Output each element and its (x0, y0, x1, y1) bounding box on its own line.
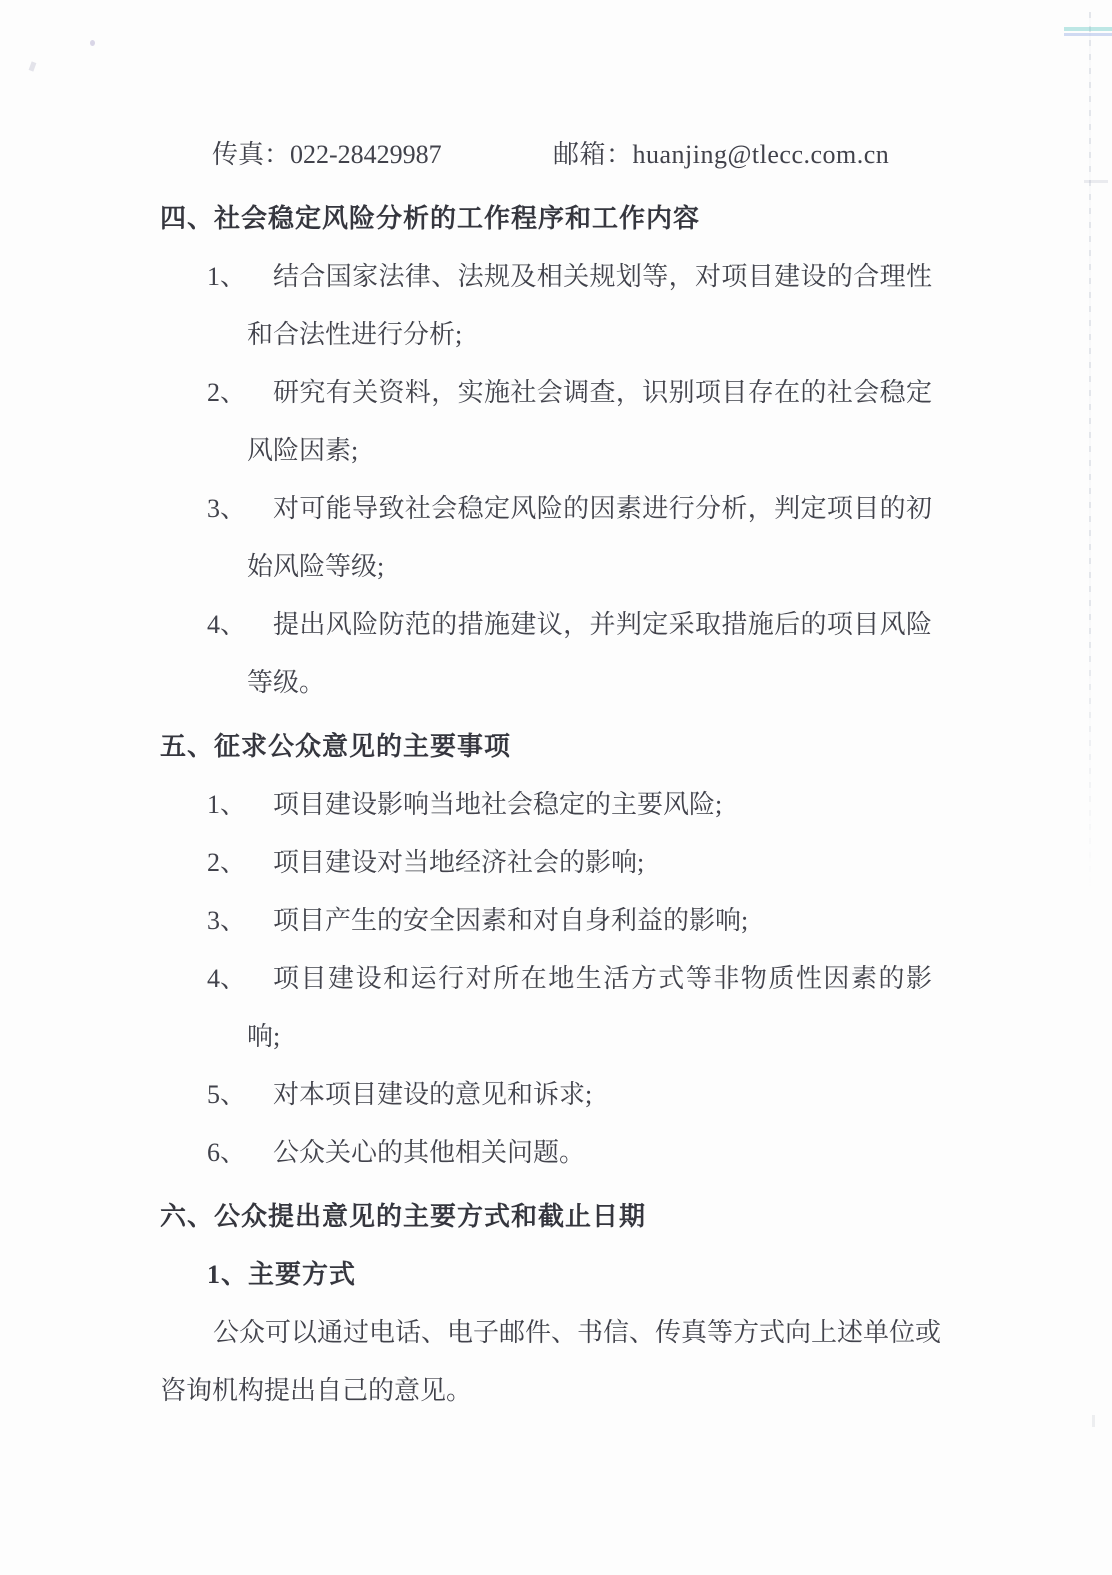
list-item (160, 248, 932, 364)
document-content (160, 126, 942, 1420)
section-heading-work-procedure: 四、社会稳定风险分析的工作程序和工作内容 (160, 204, 701, 233)
paragraph-line: 公众可以通过电话、电子邮件、书信、传真等方式向上述单位或 (213, 1318, 942, 1347)
list-item (160, 1066, 932, 1124)
scan-artifact-blue-dash (1064, 33, 1112, 36)
item-text-line: 始风险等级; (247, 552, 385, 581)
section-heading-feedback-methods: 六、公众提出意见的主要方式和截止日期 (160, 1202, 647, 1231)
item-text-line: 项目建设影响当地社会稳定的主要风险; (273, 790, 723, 819)
section-heading-public-opinion-items: 五、征求公众意见的主要事项 (160, 732, 512, 761)
email-text: 邮箱：huanjing@tlecc.com.cn (553, 140, 890, 169)
list-item (160, 892, 932, 950)
list-item (160, 950, 932, 1066)
item-text-line: 项目产生的安全因素和对自身利益的影响; (273, 906, 749, 935)
contact-info-row (160, 126, 932, 184)
item-text-line: 和合法性进行分析; (247, 320, 463, 349)
item-text-line: 结合国家法律、法规及相关规划等，对项目建设的合理性 (273, 262, 932, 291)
item-number: 1、 (207, 262, 247, 291)
item-text-line: 公众关心的其他相关问题。 (273, 1138, 586, 1167)
item-number: 2、 (207, 378, 247, 407)
scan-artifact-tick (1092, 1415, 1095, 1427)
list-item (160, 776, 932, 834)
scan-speck (90, 40, 95, 46)
list-item (160, 480, 932, 596)
scan-speck (29, 61, 37, 71)
item-number: 3、 (207, 494, 247, 523)
item-text-line: 响; (247, 1022, 281, 1051)
item-number: 4、 (207, 610, 247, 639)
scan-artifact-tick (1084, 180, 1108, 183)
list-item (160, 596, 932, 712)
scan-artifact-teal-dash (1064, 27, 1112, 31)
item-number: 5、 (207, 1080, 247, 1109)
scan-artifact-vertical-line (1089, 12, 1091, 892)
list-item (160, 834, 932, 892)
item-text-line: 项目建设和运行对所在地生活方式等非物质性因素的影 (273, 964, 932, 993)
item-number: 1、 (207, 790, 247, 819)
fax-text: 传真：022-28429987 (212, 140, 442, 169)
paragraph (160, 1304, 942, 1420)
paragraph-line: 咨询机构提出自己的意见。 (160, 1376, 473, 1405)
item-text-line: 对可能导致社会稳定风险的因素进行分析，判定项目的初 (273, 494, 932, 523)
item-text-line: 等级。 (247, 668, 326, 697)
item-number: 2、 (207, 848, 247, 877)
item-number: 6、 (207, 1138, 247, 1167)
item-text-line: 研究有关资料，实施社会调查，识别项目存在的社会稳定 (273, 378, 932, 407)
item-text-line: 项目建设对当地经济社会的影响; (273, 848, 645, 877)
item-text-line: 风险因素; (247, 436, 359, 465)
list-item (160, 364, 932, 480)
item-number: 4、 (207, 964, 247, 993)
item-number: 3、 (207, 906, 247, 935)
item-text-line: 提出风险防范的措施建议，并判定采取措施后的项目风险 (273, 610, 932, 639)
list-item (160, 1124, 932, 1182)
subheading-main-methods: 1、主要方式 (207, 1260, 357, 1289)
item-text-line: 对本项目建设的意见和诉求; (273, 1080, 593, 1109)
